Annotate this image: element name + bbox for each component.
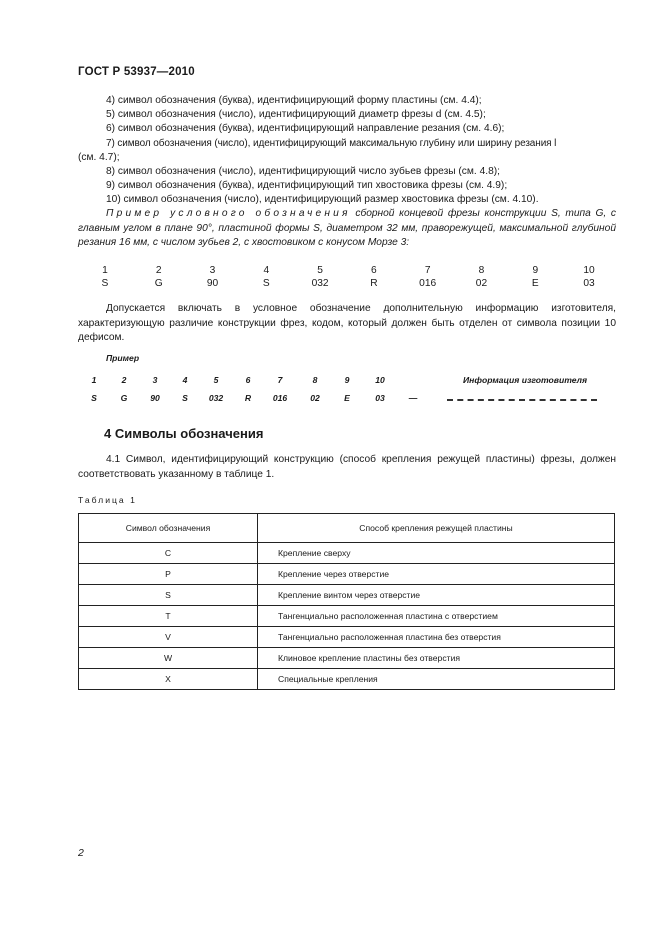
- list-item: 7) символ обозначения (число), идентифицирующий максимальную глубину или ширину резания l: [106, 138, 557, 149]
- symbol-cell: C: [79, 543, 258, 564]
- position-code: G: [120, 393, 128, 403]
- position-number: 9: [344, 375, 350, 385]
- position-code: 03: [375, 393, 385, 403]
- example-text: сборной концевой фрезы конструкции S, типа G, с главным углом в плане 90°, пластиной формы S, диаметром 32 мм, праворежущей, максимальной глубиной резания 16 мм, с числом зубьев 2, с хвостовиком с конусом Морзе 3:: [78, 208, 617, 248]
- table-row: [79, 585, 615, 606]
- method-cell: Тангенциально расположенная пластина без отверстия: [258, 627, 615, 648]
- column-header: Способ крепления режущей пластины: [258, 514, 615, 543]
- position-number: 3: [152, 375, 158, 385]
- position-number: 1: [91, 375, 97, 385]
- position-number: 6: [371, 265, 377, 276]
- position-code: G: [154, 278, 163, 289]
- position-code: 02: [475, 278, 488, 289]
- position-number: 5: [213, 375, 219, 385]
- position-code: 016: [419, 278, 437, 289]
- document-header: ГОСТ Р 53937—2010: [78, 66, 195, 78]
- position-code: R: [370, 278, 378, 289]
- table-row: [79, 627, 615, 648]
- example2-label: Пример: [106, 353, 140, 363]
- position-number: 4: [263, 265, 270, 276]
- symbol-cell: X: [79, 669, 258, 690]
- manufacturer-info-label: Информация изготовителя: [462, 375, 588, 385]
- symbol-cell: W: [79, 648, 258, 669]
- position-code: S: [182, 393, 188, 403]
- page-number: 2: [78, 847, 84, 859]
- position-code: S: [101, 278, 109, 289]
- example-lead: Пример условного обозначения: [106, 208, 351, 219]
- position-number: 9: [532, 265, 539, 276]
- position-number: 7: [277, 375, 283, 385]
- position-code: 016: [272, 393, 288, 403]
- table-row: [79, 606, 615, 627]
- table-row: [79, 648, 615, 669]
- position-number: 10: [375, 375, 385, 385]
- list-item: 10) символ обозначения (число), идентифицирующий размер хвостовика фрезы (см. 4.10).: [106, 194, 539, 205]
- symbol-cell: T: [79, 606, 258, 627]
- hyphen-separator: —: [408, 393, 418, 403]
- manufacturer-code-placeholder: [447, 399, 597, 401]
- position-code: E: [531, 278, 539, 289]
- example-codes-row: [78, 278, 616, 289]
- example-paragraph: [78, 207, 616, 251]
- position-code: R: [244, 393, 252, 403]
- list-item-continuation: (см. 4.7);: [78, 152, 120, 163]
- method-cell: Клиновое крепление пластины без отверстия: [258, 648, 615, 669]
- list-item: 9) символ обозначения (буква), идентифицирующий тип хвостовика фрезы (см. 4.9);: [106, 180, 508, 191]
- method-cell: Специальные крепления: [258, 669, 615, 690]
- section-title: 4 Символы обозначения: [104, 426, 264, 441]
- list-item: 8) символ обозначения (число), идентифицирующий число зубьев фрезы (см. 4.8);: [106, 166, 500, 177]
- method-cell: Крепление через отверстие: [258, 564, 615, 585]
- table-row: [79, 564, 615, 585]
- table-caption: Таблица 1: [78, 495, 137, 505]
- list-item: 5) символ обозначения (число), идентифицирующий диаметр фрезы d (см. 4.5);: [106, 109, 486, 120]
- position-number: 1: [102, 265, 108, 276]
- method-cell: Тангенциально расположенная пластина с отверстием: [258, 606, 615, 627]
- section-text: 4.1 Символ, идентифицирующий конструкцию (способ крепления режущей пластины) фрезы, должен соответствовать указанному в таблице 1.: [78, 454, 616, 480]
- symbols-table: [78, 513, 615, 690]
- symbol-cell: S: [79, 585, 258, 606]
- position-number: 5: [317, 265, 323, 276]
- method-cell: Крепление винтом через отверстие: [258, 585, 615, 606]
- table-row: [79, 669, 615, 690]
- position-code: 02: [310, 393, 320, 403]
- position-code: S: [262, 278, 270, 289]
- position-code: S: [91, 393, 97, 403]
- position-code: 032: [208, 393, 224, 403]
- position-code: 90: [150, 393, 160, 403]
- position-number: 8: [478, 265, 485, 276]
- list-item: 6) символ обозначения (буква), идентифицирующий направление резания (см. 4.6);: [106, 123, 505, 134]
- method-cell: Крепление сверху: [258, 543, 615, 564]
- position-code: E: [344, 393, 350, 403]
- symbol-cell: V: [79, 627, 258, 648]
- position-number: 10: [583, 265, 595, 276]
- symbol-cell: P: [79, 564, 258, 585]
- position-number: 6: [245, 375, 251, 385]
- example-numbers-row: [78, 265, 616, 276]
- position-number: 2: [155, 265, 162, 276]
- table-row: [79, 543, 615, 564]
- table-header-row: [79, 514, 615, 543]
- position-code: 90: [206, 278, 219, 289]
- position-number: 2: [121, 375, 127, 385]
- column-header: Символ обозначения: [79, 514, 258, 543]
- position-number: 3: [209, 265, 216, 276]
- position-number: 4: [182, 375, 188, 385]
- paragraph-allow: Допускается включать в условное обозначение дополнительную информацию изготовителя, характеризующую различие конструкции фрез, кодом, который должен быть отделен от символа позиции 10 дефисом.: [78, 303, 616, 343]
- list-item: 4) символ обозначения (буква), идентифицирующий форму пластины (см. 4.4);: [106, 95, 482, 106]
- position-code: 03: [583, 278, 595, 289]
- position-number: 7: [424, 265, 431, 276]
- position-number: 8: [312, 375, 318, 385]
- position-code: 032: [311, 278, 329, 289]
